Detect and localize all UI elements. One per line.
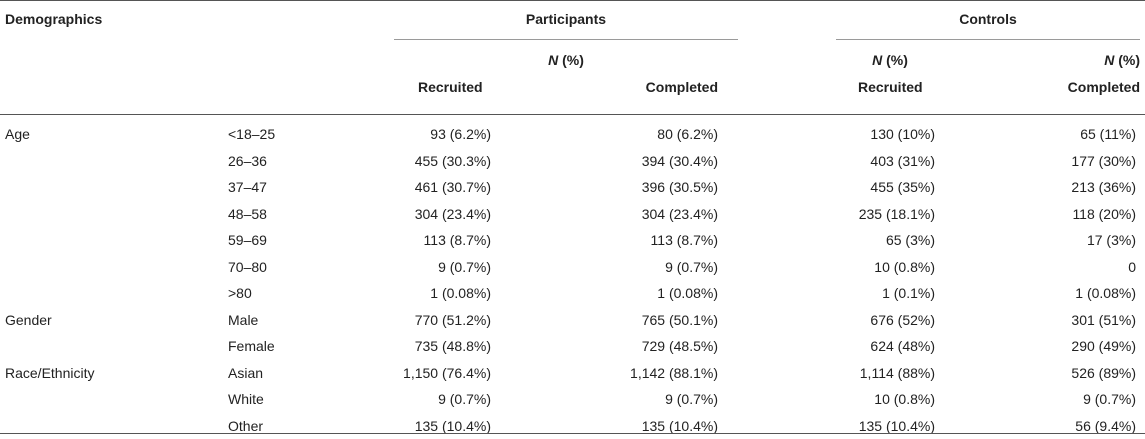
participants-span-rule xyxy=(394,39,738,40)
controls-completed-value: 0 xyxy=(1128,258,1136,275)
row-level: 59–69 xyxy=(228,232,267,248)
table-row xyxy=(0,279,1145,306)
controls-recruited-value: 1 (0.1%) xyxy=(882,285,935,301)
participants-recruited-value: 304 (23.4%) xyxy=(414,205,491,222)
header-controls: Controls xyxy=(959,11,1017,27)
pct-label: (%) xyxy=(558,52,584,68)
participants-completed-value: 304 (23.4%) xyxy=(641,205,718,222)
participants-recruited-value: 461 (30.7%) xyxy=(414,179,491,195)
participants-completed-value: 9 (0.7%) xyxy=(665,391,718,407)
controls-span-rule xyxy=(836,39,1140,40)
pct-label: (%) xyxy=(882,52,908,68)
participants-recruited-value: 93 (6.2%) xyxy=(430,126,491,142)
row-level: <18–25 xyxy=(228,126,276,142)
controls-completed-value: 9 (0.7%) xyxy=(1083,391,1136,407)
participants-completed-value: 396 (30.5%) xyxy=(641,179,718,195)
controls-completed-value: 1 (0.08%) xyxy=(1075,285,1136,301)
header-n-percent-participants xyxy=(394,51,738,69)
controls-completed-value: 177 (30%) xyxy=(1071,152,1136,169)
controls-completed-value: 118 (20%) xyxy=(1072,205,1136,222)
row-level: White xyxy=(228,391,264,407)
participants-completed-value: 135 (10.4%) xyxy=(641,417,718,434)
row-level: 37–47 xyxy=(228,179,267,195)
row-level: Female xyxy=(228,338,275,354)
controls-recruited-value: 455 (35%) xyxy=(870,179,935,195)
participants-recruited-value: 1,150 (76.4%) xyxy=(403,364,491,381)
header-participants-recruited: Recruited xyxy=(418,79,483,95)
table-top-rule xyxy=(0,0,1145,1)
participants-completed-value: 113 (8.7%) xyxy=(650,232,718,248)
n-label: N xyxy=(1104,52,1115,68)
row-category: Gender xyxy=(5,311,52,328)
header-participants-completed: Completed xyxy=(645,79,718,95)
participants-recruited-value: 113 (8.7%) xyxy=(423,232,491,248)
n-label: N xyxy=(548,52,559,68)
table-row xyxy=(0,412,1145,439)
pct-label: (%) xyxy=(1114,52,1140,68)
table-row xyxy=(0,332,1145,359)
controls-recruited-value: 130 (10%) xyxy=(870,126,935,142)
participants-recruited-value: 735 (48.8%) xyxy=(414,338,491,354)
controls-completed-value: 17 (3%) xyxy=(1086,232,1136,248)
row-level: 70–80 xyxy=(228,258,267,275)
controls-recruited-value: 676 (52%) xyxy=(870,311,935,328)
participants-completed-value: 765 (50.1%) xyxy=(641,311,718,328)
controls-recruited-value: 10 (0.8%) xyxy=(874,258,935,275)
row-level: Other xyxy=(228,417,264,434)
controls-completed-value: 290 (49%) xyxy=(1071,338,1136,354)
row-level: Male xyxy=(228,311,259,328)
table-row xyxy=(0,226,1145,253)
header-controls-recruited: Recruited xyxy=(858,79,923,95)
participants-recruited-value: 1 (0.08%) xyxy=(430,285,491,301)
participants-completed-value: 1 (0.08%) xyxy=(657,285,718,301)
header-demographics: Demographics xyxy=(5,11,103,27)
participants-completed-value: 1,142 (88.1%) xyxy=(630,364,718,381)
participants-completed-value: 729 (48.5%) xyxy=(641,338,718,354)
header-bottom-rule xyxy=(0,114,1145,115)
controls-recruited-value: 1,114 (88%) xyxy=(859,364,935,381)
table-row xyxy=(0,120,1145,147)
controls-recruited-value: 235 (18.1%) xyxy=(858,205,935,222)
controls-completed-value: 65 (11%) xyxy=(1080,126,1136,142)
controls-recruited-value: 135 (10.4%) xyxy=(858,417,935,434)
participants-recruited-value: 455 (30.3%) xyxy=(414,152,491,169)
row-category: Race/Ethnicity xyxy=(5,364,95,381)
header-controls-completed: Completed xyxy=(1067,79,1140,95)
table-row xyxy=(0,359,1145,386)
header-participants: Participants xyxy=(525,11,607,27)
n-label: N xyxy=(872,52,883,68)
controls-completed-value: 301 (51%) xyxy=(1071,311,1136,328)
participants-completed-value: 80 (6.2%) xyxy=(657,126,718,142)
controls-recruited-value: 10 (0.8%) xyxy=(874,391,935,407)
controls-completed-value: 56 (9.4%) xyxy=(1075,417,1136,434)
header-n-percent-controls-recruited xyxy=(840,51,940,69)
participants-recruited-value: 9 (0.7%) xyxy=(438,391,491,407)
participants-completed-value: 394 (30.4%) xyxy=(641,152,718,169)
controls-recruited-value: 403 (31%) xyxy=(870,152,935,169)
participants-recruited-value: 135 (10.4%) xyxy=(414,417,491,434)
row-level: 26–36 xyxy=(228,152,267,169)
header-n-percent-controls-completed xyxy=(1104,51,1140,69)
controls-completed-value: 526 (89%) xyxy=(1071,364,1136,381)
controls-recruited-value: 65 (3%) xyxy=(885,232,935,248)
table-row xyxy=(0,385,1145,412)
participants-recruited-value: 9 (0.7%) xyxy=(438,258,491,275)
row-category: Age xyxy=(5,126,30,142)
table-row xyxy=(0,306,1145,333)
table-row xyxy=(0,173,1145,200)
table-row xyxy=(0,200,1145,227)
table-row xyxy=(0,147,1145,174)
row-level: >80 xyxy=(228,285,252,301)
participants-completed-value: 9 (0.7%) xyxy=(665,258,718,275)
row-level: Asian xyxy=(228,364,264,381)
controls-completed-value: 213 (36%) xyxy=(1071,179,1136,195)
participants-recruited-value: 770 (51.2%) xyxy=(414,311,491,328)
table-row xyxy=(0,253,1145,280)
row-level: 48–58 xyxy=(228,205,267,222)
controls-recruited-value: 624 (48%) xyxy=(870,338,935,354)
